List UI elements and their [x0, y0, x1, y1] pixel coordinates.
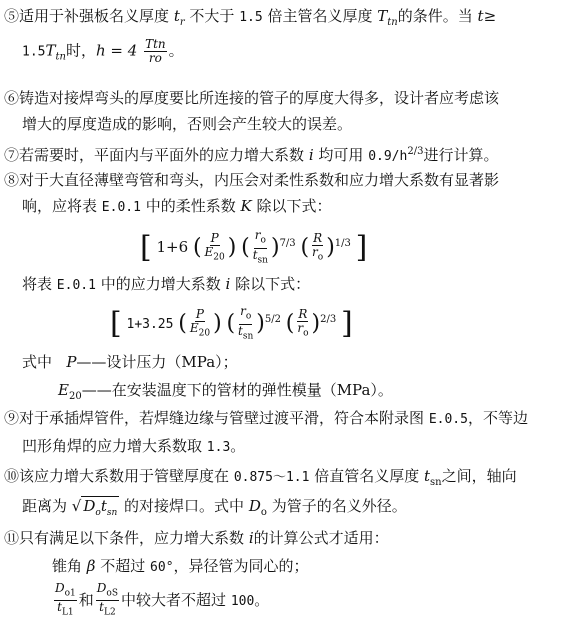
item-9-marker: ⑨ [4, 409, 20, 427]
sqrt-expression: √ $D_ot_{sn}$ [71, 497, 118, 518]
item-11-line-2: 锥角 β 不超过 60°，异径管为同心的； [52, 557, 309, 575]
where-E: $E_{20}——$在安装温度下的管材的弹性模量（MPa）。 [58, 381, 393, 402]
where-P: 式中 P——设计压力（MPa）； [22, 353, 238, 371]
item-11-line-3: $\frac{D_{o1}}{t_{L1}}$ 和 $\frac{D_{oS}}{t_{L2}}$ 中较大者不超过 100。 [55, 581, 270, 618]
item-8-line-2: 响，应将表 E.0.1 中的柔性系数 K 除以下式： [22, 197, 332, 215]
item-7-line: ⑦若需要时，平面内与平面外的应力增大系数 i 均可用 $0.9/h^{2/3}$进行计算。 [4, 146, 499, 164]
item-5-line-1: ⑤适用于补强板名义厚度 $t_r$ 不大于 1.5 倍主管名义厚度 $T_{tn}$的条件。当 t≥ [4, 7, 497, 28]
item-6-line-2: 增大的厚度造成的影响，否则会产生较大的误差。 [22, 115, 353, 133]
item-9-line-2: 凹形角焊的应力增大系数取 1.3。 [22, 437, 246, 455]
item-8-line-1: ⑧对于大直径薄壁弯管和弯头，内压会对柔性系数和应力增大系数有显著影 [4, 171, 500, 189]
item-10-line-1: ⑩该应力增大系数用于管壁厚度在 0.875～1.1 倍直管名义厚度 $t_{sn}$之间，轴向 [4, 467, 517, 488]
item-7-marker: ⑦ [4, 146, 20, 164]
item-6-marker: ⑥ [4, 89, 20, 107]
formula-flexibility: [ 1+6 ( $\frac{P}{E_{20}}$ ) ( $\frac{r_o}{t_{sn}}$ )$^{7/3}$ ( $\frac{R}{r_o}$ )$^{1/3}$ ] [140, 228, 368, 265]
item-11-marker: ⑪ [4, 529, 20, 547]
item-6-line-1: ⑥铸造对接焊弯头的厚度要比所连接的管子的厚度大得多，设计者应考虑该 [4, 89, 500, 107]
item-11-line-1: ⑪只有满足以下条件，应力增大系数 i的计算公式才适用： [4, 529, 389, 547]
formula-sif: [ 1+3.25 ( $\frac{P}{E_{20}}$ ) ( $\frac{r_o}{t_{sn}}$ )$^{5/2}$ ( $\frac{R}{r_o}$ )$^{2/3}$ ] [110, 304, 353, 341]
h-fraction: $\frac{\text{Ttn}}{ro}$ [145, 37, 166, 65]
item-10-line-2: 距离为 √ $D_ot_{sn}$ 的对接焊口。式中 $D_o$ 为管子的名义外径。 [22, 497, 407, 518]
item-5-marker: ⑤ [4, 7, 20, 25]
item-9-line-1: ⑨对于承插焊管件，若焊缝边缘与管壁过渡平滑，符合本附录图 E.0.5，不等边 [4, 409, 528, 427]
item-10-marker: ⑩ [4, 467, 20, 485]
item-8-line-3: 将表 E.0.1 中的应力增大系数 i 除以下式： [22, 275, 311, 293]
item-8-marker: ⑧ [4, 171, 20, 189]
item-5-line-2: $1.5T_{tn}$时，h = 4 $\frac{\text{Ttn}}{ro}$ 。 [22, 37, 184, 65]
